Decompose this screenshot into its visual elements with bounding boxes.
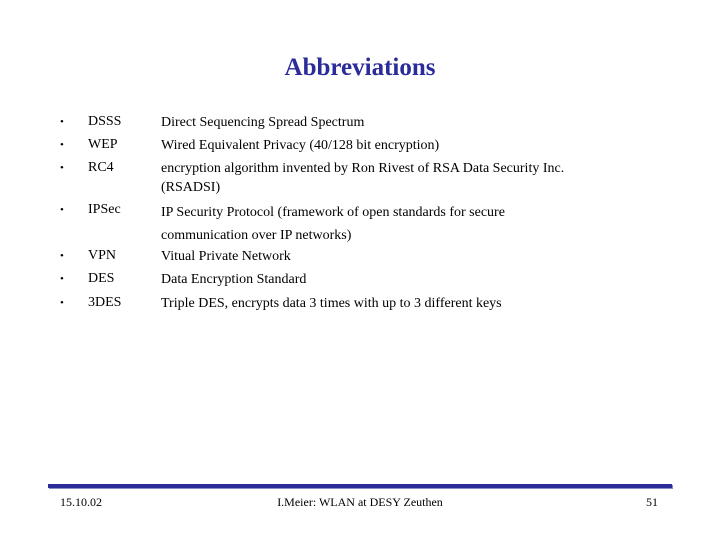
abbreviation-term: DES xyxy=(88,271,115,286)
bullet-icon: • xyxy=(60,139,64,151)
footer-date: 15.10.02 xyxy=(60,495,102,509)
abbreviation-term: DSSS xyxy=(88,114,122,129)
abbreviation-definition: Wired Equivalent Privacy (40/128 bit encryption) xyxy=(161,138,440,153)
bullet-icon: • xyxy=(60,162,64,174)
abbreviation-definition: Data Encryption Standard xyxy=(161,272,307,287)
abbreviation-term: 3DES xyxy=(88,295,122,310)
bullet-icon: • xyxy=(60,273,64,285)
bullet-icon: • xyxy=(60,250,64,262)
footer-divider xyxy=(48,484,672,488)
abbreviation-term: WEP xyxy=(88,137,118,152)
footer-author: I.Meier: WLAN at DESY Zeuthen xyxy=(277,495,443,509)
abbreviation-term: IPSec xyxy=(88,202,121,217)
abbreviation-term: RC4 xyxy=(88,160,114,175)
abbreviation-definition: encryption algorithm invented by Ron Rivest of RSA Data Security Inc. (RSADSI) xyxy=(161,161,565,195)
bullet-icon: • xyxy=(60,116,64,128)
page-number: 51 xyxy=(646,495,658,509)
abbreviation-definition: IP Security Protocol (framework of open standards for secure communication over IP networks) xyxy=(161,205,505,243)
abbreviation-term: VPN xyxy=(88,248,117,263)
abbreviation-definition: Triple DES, encrypts data 3 times with up to 3 different keys xyxy=(161,296,502,311)
bullet-icon: • xyxy=(60,204,64,216)
bullet-icon: • xyxy=(60,297,64,309)
abbreviation-definition: Vitual Private Network xyxy=(161,249,291,264)
slide-title: Abbreviations xyxy=(284,54,436,81)
abbreviation-definition: Direct Sequencing Spread Spectrum xyxy=(161,115,365,130)
